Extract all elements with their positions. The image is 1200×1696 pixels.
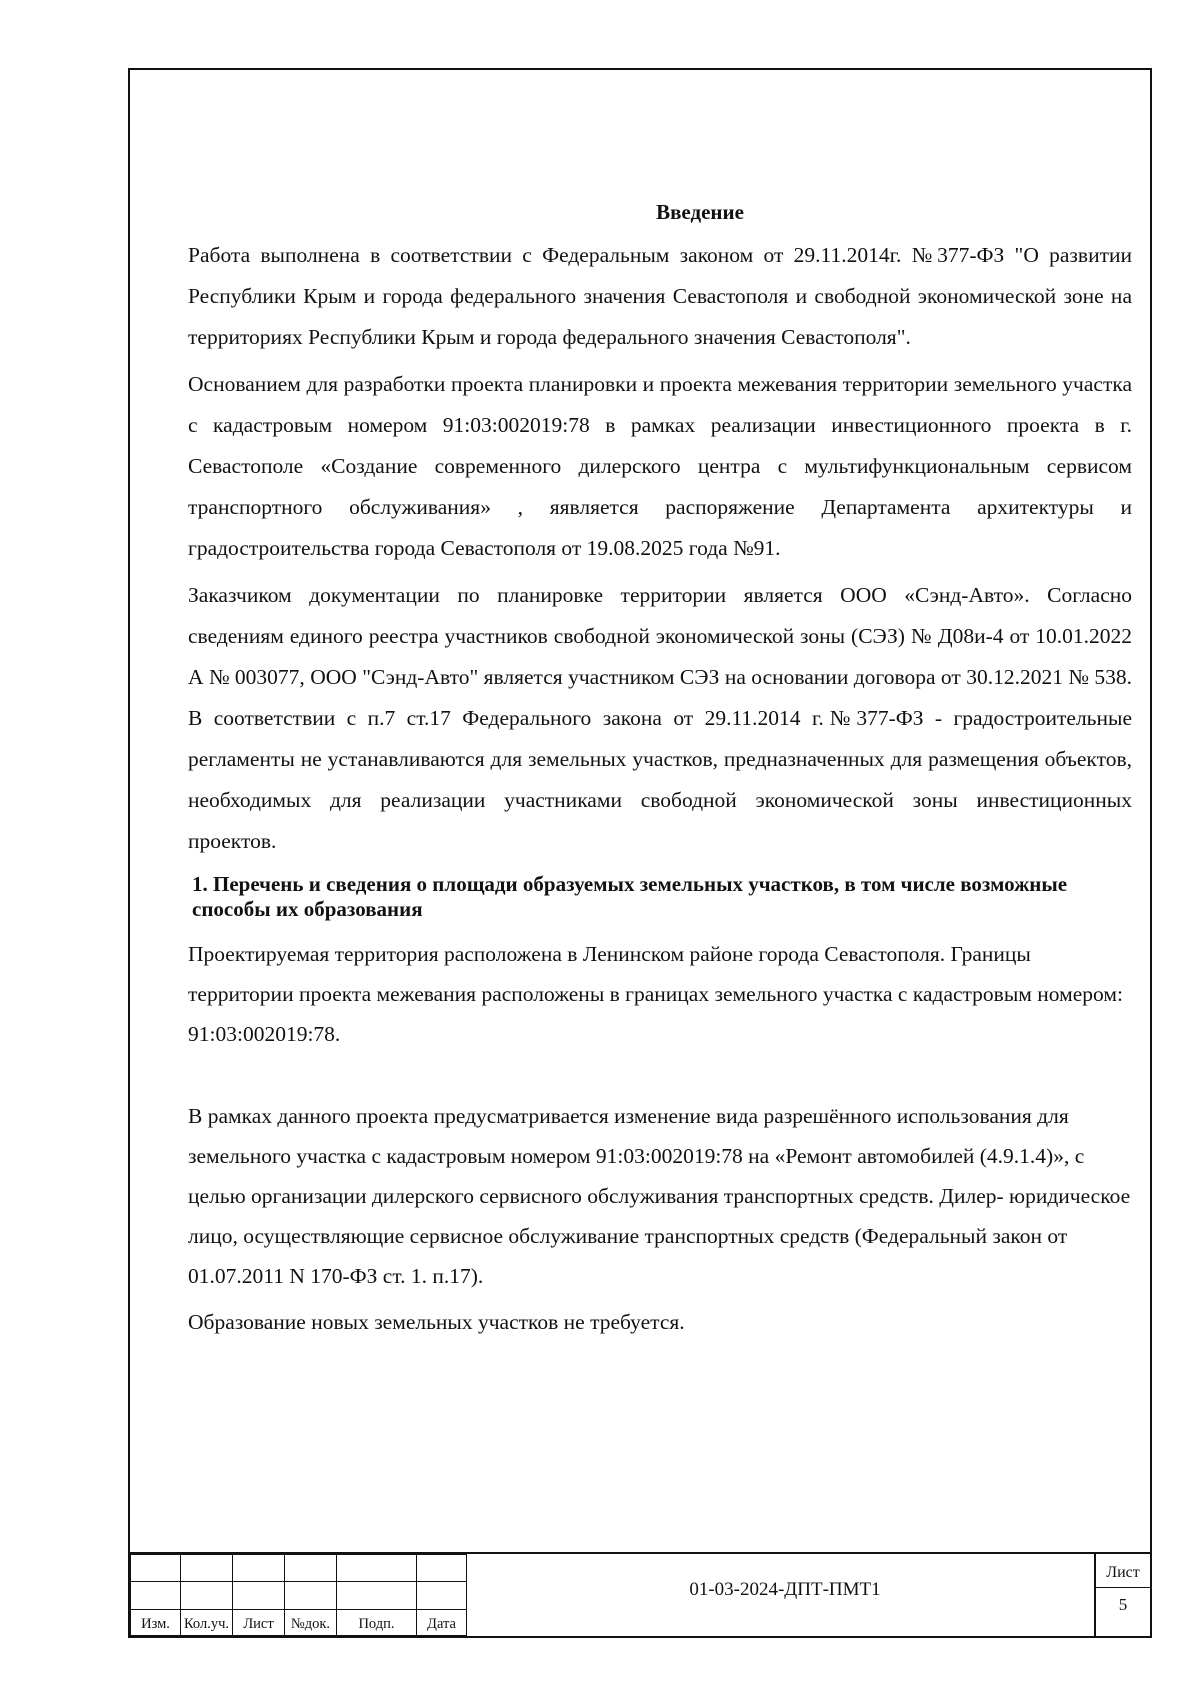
page-frame	[128, 68, 1152, 1638]
intro-paragraph-3: Заказчиком документации по планировке территории является ООО «Сэнд-Авто». Согласно сведениям единого реестра участников свободной экономической зоны (СЭЗ) № Д08и-4 от 10.01.2022 А № 003077, ООО "Сэнд-Авто" является участником СЭЗ на основании договора от 30.12.2021 № 538. В соответствии с п.7 ст.17 Федерального закона от 29.11.2014 г.№377-ФЗ - градостроительные регламенты не устанавливаются для земельных участков, предназначенных для размещения объектов, необходимых для реализации участниками свободной экономической зоны инвестиционных проектов.	[188, 583, 1132, 853]
stamp-label-podp: Подп.	[337, 1609, 417, 1635]
sheet-divider	[1096, 1587, 1150, 1588]
revision-table	[130, 1554, 467, 1636]
title-block	[130, 1552, 1150, 1636]
document-number: 01-03-2024-ДПТ-ПМТ1	[689, 1579, 881, 1600]
document-body	[188, 235, 1132, 1348]
section-1-title: 1. Перечень и сведения о площади образуемых земельных участков, в том числе возможные способы их образования	[192, 872, 1068, 921]
sheet-number: 5	[1118, 1595, 1128, 1614]
sheet-label: Лист	[1106, 1564, 1140, 1581]
stamp-label-list: Лист	[233, 1609, 285, 1635]
page-heading: Введение	[656, 200, 744, 224]
stamp-label-izm: Изм.	[131, 1609, 181, 1635]
intro-paragraph-2: Основанием для разработки проекта планировки и проекта межевания территории земельного участка с кадастровым номером 91:03:002019:78 в рамках реализации инвестиционного проекта в г. Севастополе «Создание современного дилерского центра с мультифункциональным сервисом транспортного обслуживания» , яявляется распоряжение Департамента архитектуры и градостроительства города Севастополя от 19.08.2025 года №91.	[188, 372, 1132, 560]
stamp-label-ndok: №док.	[285, 1609, 337, 1635]
stamp-label-kol-uch: Кол.уч.	[181, 1609, 233, 1635]
section-1-paragraph-1: Проектируемая территория расположена в Ленинском районе города Севастополя. Границы территории проекта межевания расположены в границах земельного участка с кадастровым номером: 91:03:002019:78.	[188, 942, 1123, 1046]
section-1-paragraph-3: Образование новых земельных участков не требуется.	[188, 1310, 685, 1334]
spacer	[188, 1060, 1132, 1096]
sheet-box	[1094, 1554, 1150, 1636]
section-1-paragraph-2: В рамках данного проекта предусматривается изменение вида разрешённого использования для земельного участка с кадастровым номером 91:03:002019:78 на «Ремонт автомобилей (4.9.1.4)», с целью организации дилерского сервисного обслуживания транспортных средств. Дилер- юридическое лицо, осуществляющие сервисное обслуживание транспортных средств (Федеральный закон от 01.07.2011 N 170-ФЗ ст. 1. п.17).	[188, 1104, 1131, 1288]
intro-paragraph-1: Работа выполнена в соответствии с Федеральным законом от 29.11.2014г. №377-ФЗ "О развитии Республики Крым и города федерального значения Севастополя и свободной экономической зоне на территориях Республики Крым и города федерального значения Севастополя".	[188, 243, 1132, 349]
stamp-label-data: Дата	[417, 1609, 467, 1635]
